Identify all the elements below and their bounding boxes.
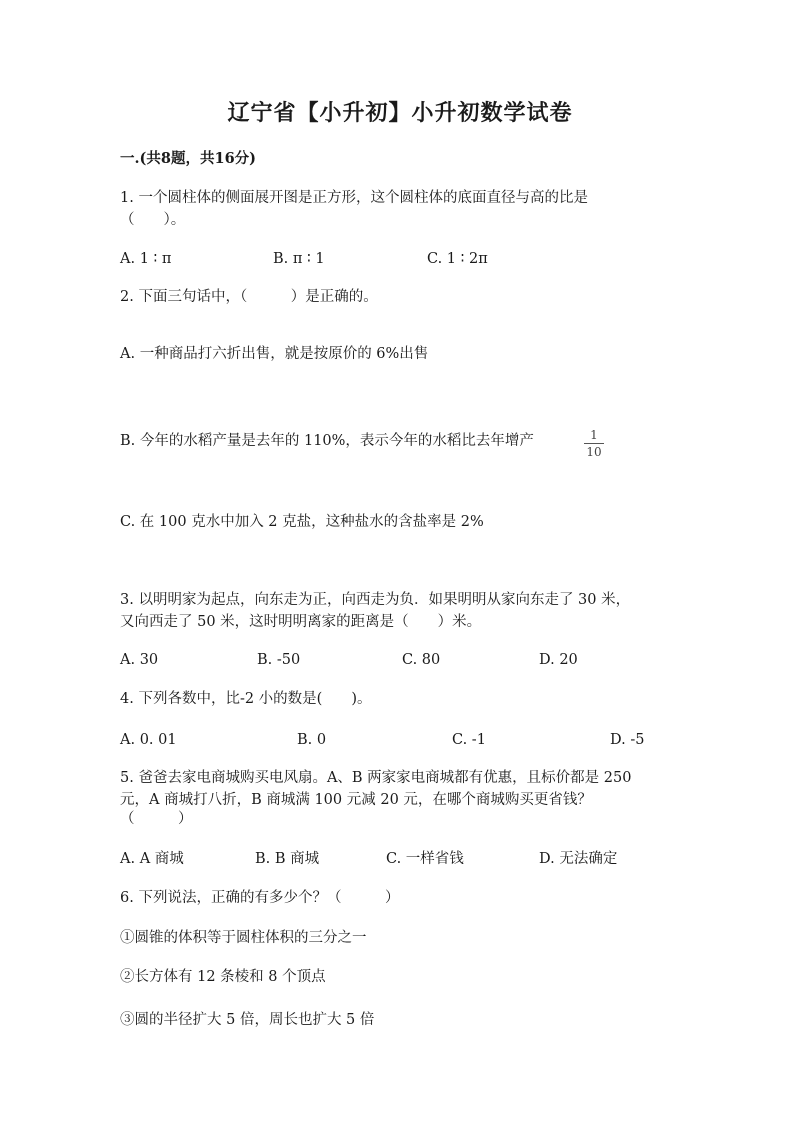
- fraction-numerator: 1: [590, 428, 598, 442]
- question-6-text: 6. 下列说法，正确的有多少个？（ ）: [120, 890, 400, 906]
- section-heading: 一.(共8题，共16分): [120, 150, 257, 167]
- question-5-option-d: D. 无法确定: [539, 851, 618, 867]
- question-1-option-a: A. 1 ∶ π: [120, 251, 172, 267]
- question-2-option-b: B. 今年的水稻产量是去年的 110%，表示今年的水稻比去年增产: [120, 433, 534, 449]
- question-1-blank: （ ）。: [120, 212, 186, 228]
- question-6-statement-3: ③圆的半径扩大 5 倍，周长也扩大 5 倍: [120, 1012, 375, 1028]
- question-3-text-cont: 又向西走了 50 米，这时明明离家的距离是（ ）米。: [120, 614, 482, 630]
- question-5-option-b: B. B 商城: [255, 851, 320, 867]
- question-3-option-c: C. 80: [402, 652, 441, 668]
- question-5-option-c: C. 一样省钱: [386, 851, 464, 867]
- question-3-option-a: A. 30: [120, 652, 159, 668]
- fraction-bar: [584, 443, 604, 444]
- fraction-one-tenth: [584, 428, 604, 459]
- question-3-option-d: D. 20: [539, 652, 578, 668]
- question-2-option-c: C. 在 100 克水中加入 2 克盐，这种盐水的含盐率是 2%: [120, 514, 484, 530]
- page-title: 辽宁省【小升初】小升初数学试卷: [227, 100, 573, 126]
- question-5-text: 5. 爸爸去家电商城购买电风扇。A、B 两家家电商城都有优惠，且标价都是 250: [120, 770, 632, 786]
- question-3-option-b: B. -50: [257, 652, 301, 668]
- question-5-text-cont: 元，A 商城打八折，B 商城满 100 元减 20 元，在哪个商城购买更省钱？: [120, 792, 592, 808]
- question-2-text: 2. 下面三句话中，（ ）是正确的。: [120, 289, 378, 305]
- question-4-option-d: D. -5: [610, 732, 645, 748]
- question-4-option-a: A. 0. 01: [120, 732, 177, 748]
- fraction-denominator: 10: [586, 445, 602, 459]
- question-5-blank: （ ）: [120, 811, 193, 827]
- question-2-option-a: A. 一种商品打六折出售，就是按原价的 6%出售: [120, 346, 429, 362]
- question-3-text: 3. 以明明家为起点，向东走为正，向西走为负．如果明明从家向东走了 30 米，: [120, 592, 631, 608]
- question-6-statement-1: ①圆锥的体积等于圆柱体积的三分之一: [120, 930, 367, 946]
- question-5-option-a: A. A 商城: [120, 851, 184, 867]
- question-1-text: 1. 一个圆柱体的侧面展开图是正方形，这个圆柱体的底面直径与高的比是: [120, 190, 588, 206]
- question-1-option-c: C. 1 ∶ 2π: [427, 251, 488, 267]
- question-4-option-b: B. 0: [297, 732, 327, 748]
- question-6-statement-2: ②长方体有 12 条棱和 8 个顶点: [120, 969, 326, 985]
- question-1-option-b: B. π ∶ 1: [273, 251, 325, 267]
- question-4-option-c: C. -1: [452, 732, 486, 748]
- question-4-text: 4. 下列各数中，比-2 小的数是( )。: [120, 691, 372, 707]
